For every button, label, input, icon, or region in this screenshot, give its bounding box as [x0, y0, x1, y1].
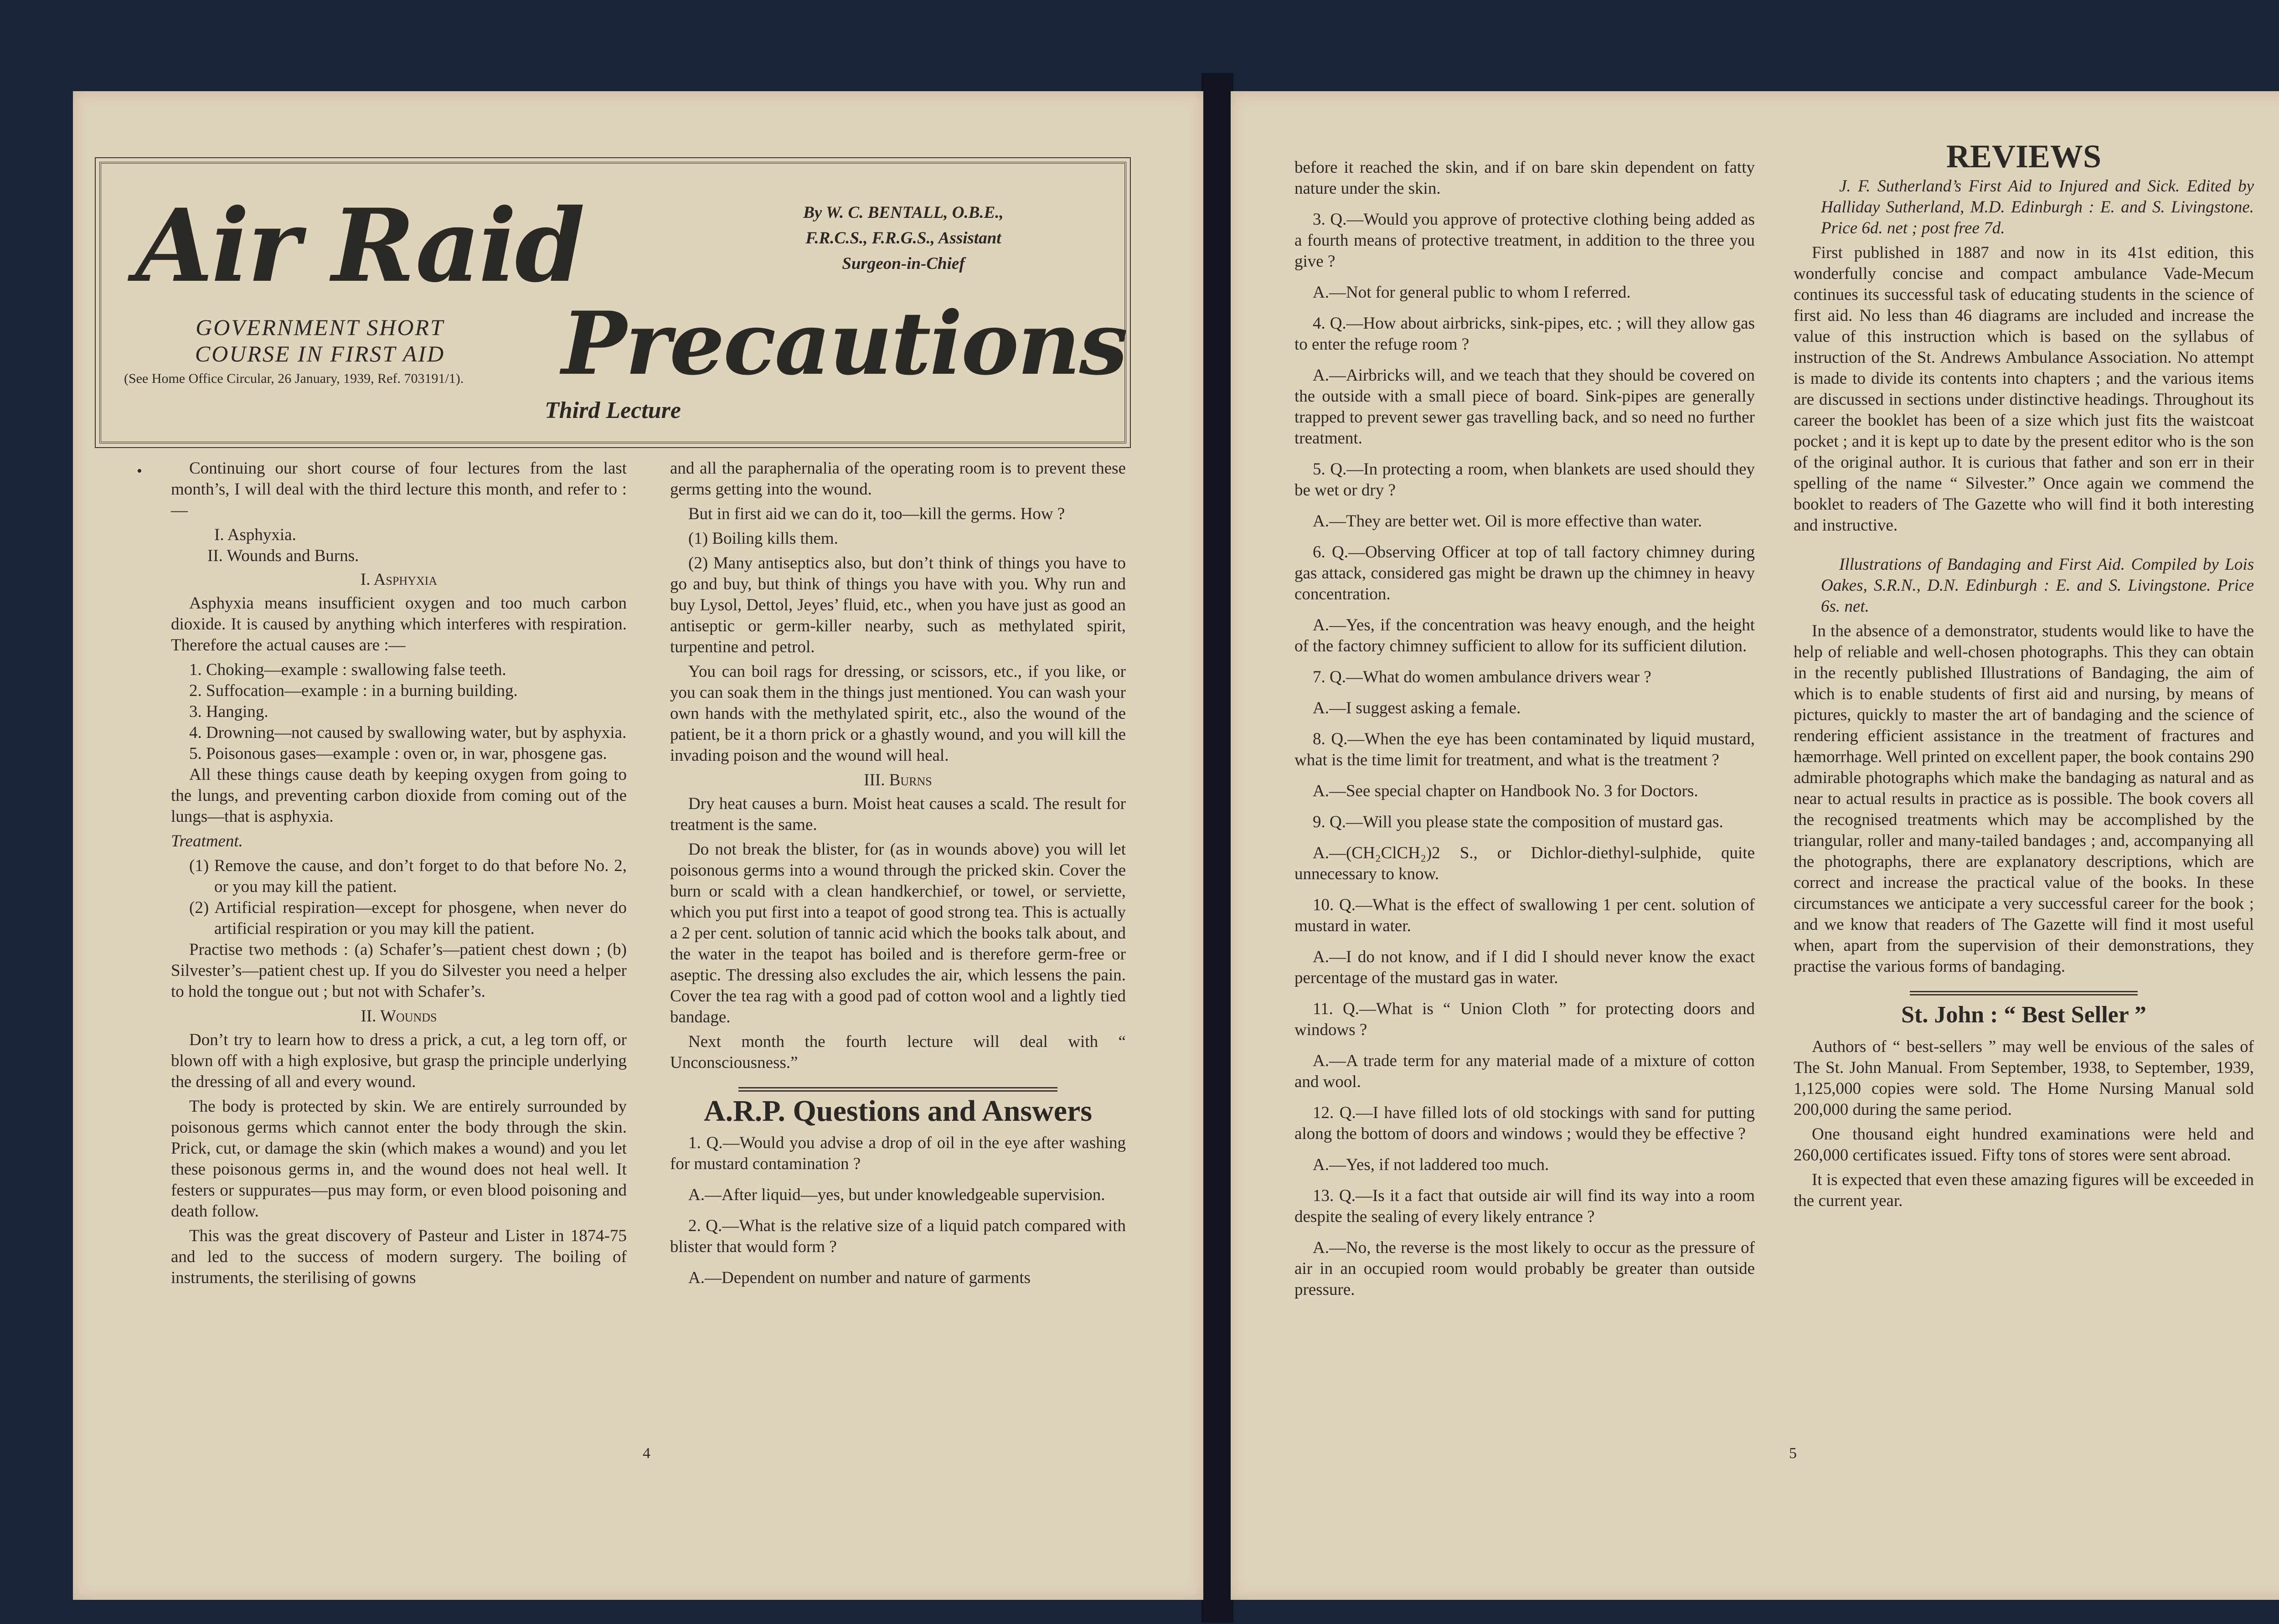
question: 5. Q.—In protecting a room, when blankets are used should they be wet or dry ? — [1294, 460, 1755, 500]
paragraph: Do not break the blister, for (as in wounds above) you will let poisonous germs into a wound through the pricked skin. Cover the burn or scald with a clean handkerchief, or towel, or serviette, which you put first into a teapot of good strong tea. This is actually a 2 per cent. solution of tannic acid which the books talk about, and the water in the teapot has boiled and is therefore germ-free or aseptic. The dressing also excludes the air, which lessens the pain. Cover the tea rag with a good pad of cotton wool and a lightly tied bandage. — [670, 840, 1126, 1026]
paragraph: before it reached the skin, and if on bare skin dependent on fatty nature under the skin. — [1294, 158, 1755, 198]
list-item: 5. Poisonous gases—example : oven or, in war, phosgene gas. — [189, 744, 607, 763]
paragraph: All these things cause death by keeping oxygen from going to the lungs, and preventing carbon dioxide from coming out of the lungs—that is asphyxia. — [171, 765, 627, 826]
st-john-heading: St. John : “ Best Seller ” — [1901, 1002, 2146, 1028]
question: 6. Q.—Observing Officer at top of tall factory chimney during gas attack, considered gas might be drawn up the chimney in heavy concentration. — [1294, 543, 1755, 603]
question: 10. Q.—What is the effect of swallowing 1 per cent. solution of mustard in water. — [1294, 896, 1755, 935]
answer: A.—Not for general public to whom I referred. — [1313, 283, 1631, 302]
section-heading: II. Wounds — [361, 1007, 437, 1026]
answer: A.—See special chapter on Handbook No. 3 for Doctors. — [1313, 782, 1698, 800]
question: 11. Q.—What is “ Union Cloth ” for protecting doors and windows ? — [1294, 1000, 1755, 1039]
review-body: In the absence of a demonstrator, students would like to have the help of reliable and well-chosen photographs. This they can obtain in the recently published Illustrations of Bandaging, the aim of which is to enable students of first aid and nursing, by means of pictures, quickly to master the art of bandaging and the science of rendering efficient assistance in the treatment of fractures and hæmorrhage. Well printed on excellent paper, the book contains 290 admirable photographs which make the bandaging as natural and as near to actual results in practice as is possible. The book covers all the recognised treatments which may be accomplished by the triangular, roller and many-tailed bandages ; and, accompanying all the photographs, there are explanatory descriptions, which are correct and increase the practical value of the books. In these circumstances we anticipate a very successful career for the book ; and we know that readers of The Gazette will find it most useful when, apart from the supervision of their demonstrations, they practise the various forms of bandaging. — [1794, 622, 2254, 976]
title-box — [99, 162, 1126, 443]
review-body: First published in 1887 and now in its 41st edition, this wonderfully concise and compact ambulance Vade-Mecum continues its successful task of educating students in the science of first aid. No less than 46 diagrams are included and increase the value of this instruction which is based on the syllabus of instruction of the St. Andrews Ambulance Association. No attempt is made to divide its contents into chapters ; and the various items are discussed in sections under distinctive headings. Throughout its career the booklet has been of a size which just fits the waistcoat pocket ; and it is kept up to date by the present editor who is the son of the original author. It is curious that father and son err in their spelling of the name “ Silvester.” Once again we commend the booklet to readers of The Gazette who will find it both interesting and instructive. — [1794, 243, 2254, 535]
question: 13. Q.—Is it a fact that outside air will find its way into a room despite the sealing of every likely entrance ? — [1294, 1186, 1755, 1226]
question: 8. Q.—When the eye has been contaminated by liquid mustard, what is the time limit for treatment, and what is the treatment ? — [1294, 730, 1755, 769]
left-column-1 — [171, 458, 627, 1292]
paragraph: Authors of “ best-sellers ” may well be envious of the sales of The St. John Manual. From September, 1938, to September, 1939, 1,125,000 copies were sold. The Home Nursing Manual sold 200,000 during the same period. — [1794, 1037, 2254, 1119]
paragraph: The body is protected by skin. We are entirely surrounded by poisonous germs which cannot enter the body through the skin. Prick, cut, or damage the skin (which makes a wound) and you let these poisonous germs in, and the wound does not heal well. It festers or suppurates—pus may form, or even blood poisoning and death follow. — [171, 1097, 627, 1221]
review-reference: J. F. Sutherland’s First Aid to Injured and Sick. Edited by Halliday Sutherland, M.D. Edinburgh : E. and S. Livingstone. Price 6d. net ; post free 7d. — [1821, 177, 2254, 237]
answer: A.—Yes, if the concentration was heavy enough, and the height of the factory chimney sufficient to allow for its sufficient dilution. — [1294, 616, 1755, 655]
paragraph: Continuing our short course of four lectures from the last month’s, I will deal with the third lecture this month, and refer to :— — [171, 459, 627, 520]
byline-line: Surgeon-in-Chief — [842, 254, 965, 273]
arp-heading: A.R.P. Questions and Answers — [703, 1094, 1093, 1128]
paragraph: You can boil rags for dressing, or scissors, etc., if you like, or you can soak them in the things just mentioned. You can wash your own hands with the methylated spirit, etc., also the wound of the patient, be it a thorn prick or a ghastly wound, and you will kill the invading poison and the wound will heal. — [670, 662, 1126, 765]
paragraph: and all the paraphernalia of the operating room is to prevent these germs getting into the wound. — [670, 459, 1126, 499]
title-air-raid: Air Raid — [135, 186, 583, 304]
left-column-2 — [670, 458, 1126, 1299]
answer: A.—Dependent on number and nature of garments — [688, 1268, 1031, 1287]
list-item: I. Asphyxia. — [214, 526, 296, 544]
question: 12. Q.—I have filled lots of old stockings with sand for putting along the bottom of doors and windows ; would they be effective ? — [1294, 1103, 1755, 1143]
question: 9. Q.—Will you please state the composition of mustard gas. — [1313, 813, 1723, 831]
book-gutter — [1201, 73, 1233, 1623]
reviews-heading: REVIEWS — [1946, 138, 2102, 175]
byline — [721, 200, 1086, 277]
page-number: 4 — [643, 1445, 650, 1462]
right-column-1 — [1294, 157, 1755, 1310]
right-column-2 — [1794, 138, 2254, 1215]
answer: A.—I suggest asking a female. — [1313, 699, 1521, 717]
paragraph: Don’t try to learn how to dress a prick, a cut, a leg torn off, or blown off with a high explosive, but grasp the principle underlying the dressing of all and every wound. — [171, 1031, 627, 1091]
paragraph: Dry heat causes a burn. Moist heat causes a scald. The result for treatment is the same. — [670, 794, 1126, 834]
answer: A.—Yes, if not laddered too much. — [1313, 1155, 1549, 1174]
answer: A.—Airbricks will, and we teach that they should be covered on the outside with a small piece of board. Sink-pipes are generally trapped to prevent sewer gas travelling back, and so need no further treatment. — [1294, 366, 1755, 448]
course-subtitle — [142, 314, 498, 367]
section-rule — [738, 1087, 1057, 1092]
section-rule — [1910, 991, 2138, 995]
question: 1. Q.—Would you advise a drop of oil in the eye after washing for mustard contamination ? — [670, 1134, 1126, 1173]
section-heading: III. Burns — [864, 771, 932, 789]
question: 7. Q.—What do women ambulance drivers wear ? — [1313, 668, 1651, 686]
paragraph: Asphyxia means insufficient oxygen and too much carbon dioxide. It is caused by anything which interferes with respiration. Therefore the actual causes are :— — [171, 594, 627, 655]
answer: A.—I do not know, and if I did I should never know the exact percentage of the mustard gas in water. — [1294, 948, 1755, 987]
page-number: 5 — [1789, 1445, 1797, 1462]
list-item: 1. Choking—example : swallowing false teeth. — [189, 660, 506, 679]
paragraph: Practise two methods : (a) Schafer’s—patient chest down ; (b) Silvester’s—patient chest up. If you do Silvester you need a helper to hold the tongue out ; but not with Schafer’s. — [171, 940, 627, 1001]
list-item: II. Wounds and Burns. — [207, 546, 359, 565]
paragraph: (1) Boiling kills them. — [688, 529, 838, 548]
paragraph: But in first aid we can do it, too—kill the germs. How ? — [688, 505, 1065, 523]
bullet-mark: • — [137, 463, 142, 479]
circular-reference: (See Home Office Circular, 26 January, 1939, Ref. 703191/1). — [124, 371, 464, 386]
list-item: 2. Suffocation—example : in a burning building. — [189, 681, 518, 700]
lecture-label: Third Lecture — [545, 397, 681, 423]
question: 3. Q.—Would you approve of protective clothing being added as a fourth means of protective treatment, in addition to the three you give ? — [1294, 210, 1755, 271]
answer: A.—A trade term for any material made of a mixture of cotton and wool. — [1294, 1052, 1755, 1091]
list-item: 4. Drowning—not caused by swallowing water, but by asphyxia. — [189, 723, 627, 742]
answer: A.—(CH₂ClCH₂)2 S., or Dichlor-diethyl-sulphide, quite unnecessary to know. — [1294, 844, 1755, 883]
list-item: (2) Artificial respiration—except for phosgene, when never do artificial respiration or you may kill the patient. — [189, 898, 627, 938]
list-item: (1) Remove the cause, and don’t forget to do that before No. 2, or you may kill the patient. — [189, 856, 627, 896]
paragraph: This was the great discovery of Pasteur and Lister in 1874-75 and led to the success of modern surgery. The boiling of instruments, the sterilising of gowns — [171, 1227, 627, 1287]
review-reference: Illustrations of Bandaging and First Aid. Compiled by Lois Oakes, S.R.N., D.N. Edinburgh : E. and S. Livingstone. Price 6s. net. — [1821, 555, 2254, 616]
answer: A.—They are better wet. Oil is more effective than water. — [1313, 512, 1702, 531]
list-item: 3. Hanging. — [189, 702, 268, 721]
section-heading: I. Asphyxia — [360, 570, 438, 589]
answer: A.—After liquid—yes, but under knowledgeable supervision. — [688, 1186, 1105, 1204]
paragraph: Next month the fourth lecture will deal with “ Unconsciousness.” — [670, 1032, 1126, 1072]
paragraph: It is expected that even these amazing figures will be exceeded in the current year. — [1794, 1170, 2254, 1210]
title-precautions: Precautions — [562, 293, 1127, 394]
question: 4. Q.—How about airbricks, sink-pipes, etc. ; will they allow gas to enter the refuge room ? — [1294, 314, 1755, 354]
paragraph: One thousand eight hundred examinations were held and 260,000 certificates issued. Fifty tons of stores were sent abroad. — [1794, 1125, 2254, 1165]
paragraph: (2) Many antiseptics also, but don’t think of things you have to go and buy, but think of things you have with you. Why run and buy Lysol, Dettol, Jeyes’ fluid, etc., when you have just as good an antiseptic or germ-killer nearby, such as methylated spirit, turpentine and petrol. — [670, 554, 1126, 656]
subtitle-line: GOVERNMENT SHORT — [196, 314, 444, 340]
byline-line: By W. C. BENTALL, O.B.E., — [803, 203, 1004, 222]
question: 2. Q.—What is the relative size of a liquid patch compared with blister that would form ? — [670, 1217, 1126, 1256]
answer: A.—No, the reverse is the most likely to occur as the pressure of air in an occupied room would probably be greater than outside pressure. — [1294, 1238, 1755, 1299]
byline-line: F.R.C.S., F.R.G.S., Assistant — [805, 229, 1001, 247]
subheading: Treatment. — [171, 832, 243, 851]
subtitle-line: COURSE IN FIRST AID — [195, 341, 445, 366]
